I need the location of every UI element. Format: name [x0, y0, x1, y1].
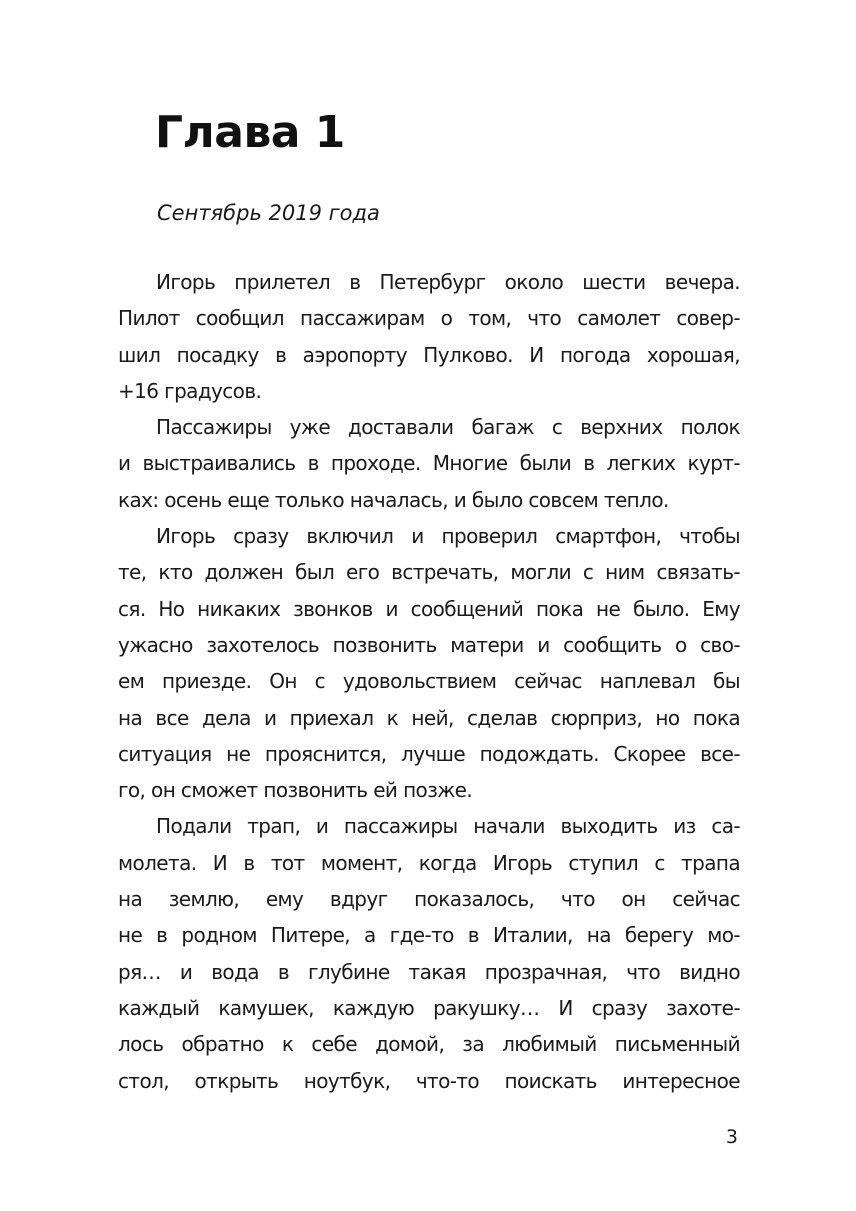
text-line: Пассажиры уже доставали багаж с верхних полок: [156, 415, 740, 440]
chapter-title: Глава 1: [155, 107, 345, 158]
body-text: [118, 264, 740, 1099]
text-line: Пилот сообщил пассажирам о том, что самолет совер-: [118, 306, 740, 331]
page-number: 3: [725, 1126, 738, 1148]
text-line: Игорь сразу включил и проверил смартфон, чтобы: [156, 524, 740, 549]
chapter-date: Сентябрь 2019 года: [157, 201, 380, 225]
text-line: Подали трап, и пассажиры начали выходить из са-: [156, 814, 740, 839]
text-line: ужасно захотелось позвонить матери и сообщить о сво-: [118, 632, 740, 657]
text-line: +16 градусов.: [118, 378, 262, 403]
text-line: не в родном Питере, а где-то в Италии, на берегу мо-: [118, 923, 740, 948]
text-line: Игорь прилетел в Петербург около шести вечера.: [156, 270, 740, 294]
text-line: шил посадку в аэропорту Пулково. И погода хорошая,: [118, 342, 740, 367]
text-line: ках: осень еще только началась, и было совсем тепло.: [118, 487, 669, 512]
text-line: на землю, ему вдруг показалось, что он сейчас: [118, 887, 740, 912]
text-line: ся. Но никаких звонков и сообщений пока не было. Ему: [118, 596, 740, 621]
text-line: каждый камушек, каждую ракушку… И сразу захоте-: [118, 995, 740, 1020]
text-line: на все дела и приехал к ней, сделав сюрприз, но пока: [118, 705, 740, 730]
text-line: ря… и вода в глубине такая прозрачная, что видно: [118, 959, 740, 984]
text-line: ситуация не прояснится, лучше подождать. Скорее все-: [118, 741, 740, 766]
text-line: ем приезде. Он с удовольствием сейчас наплевал бы: [118, 669, 740, 694]
text-line: и выстраивались в проходе. Многие были в легких курт-: [118, 451, 740, 476]
text-line: молета. И в тот момент, когда Игорь ступил с трапа: [118, 850, 740, 875]
text-line: го, он сможет позвонить ей позже.: [118, 778, 473, 803]
text-line: лось обратно к себе домой, за любимый письменный: [118, 1032, 740, 1057]
text-line: стол, открыть ноутбук, что-то поискать интересное: [118, 1068, 740, 1093]
text-line: те, кто должен был его встречать, могли с ним связать-: [118, 560, 740, 585]
